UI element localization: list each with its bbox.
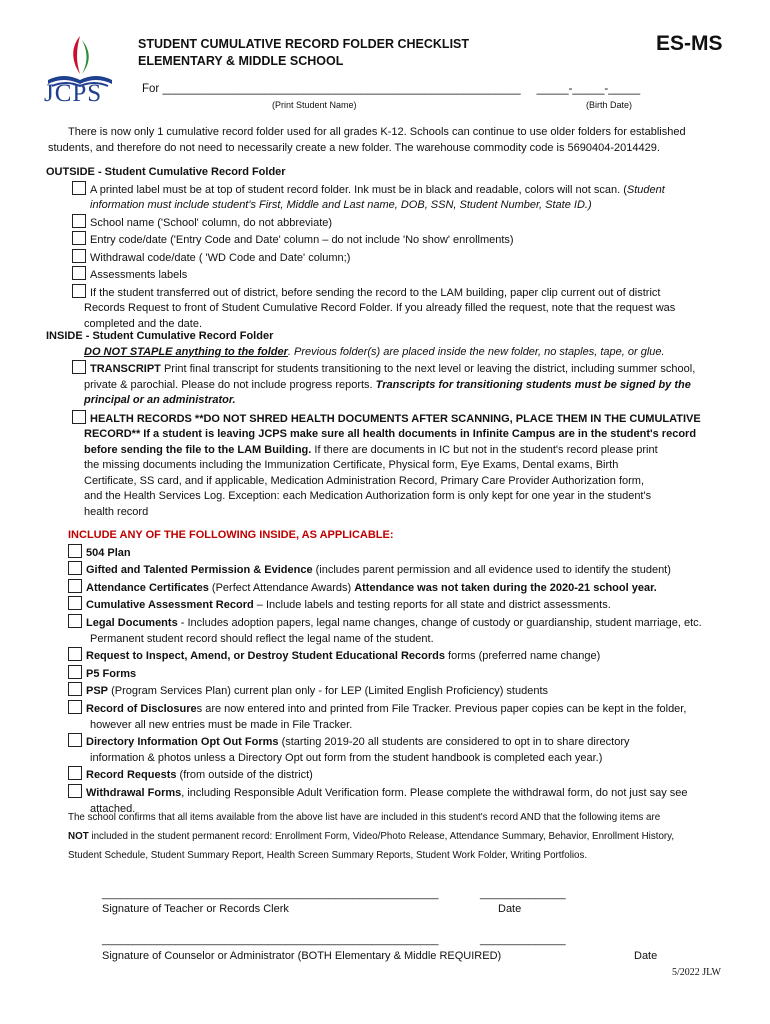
applicable-item: Record of Disclosures are now entered into and printed from File Tracker. Previous paper copies can be kept in the folder,: [68, 700, 758, 718]
checkbox[interactable]: [68, 544, 82, 558]
counselor-date-label: Date: [634, 950, 658, 962]
inside-heading: INSIDE - Student Cumulative Record Folder: [46, 330, 274, 342]
counselor-date-line[interactable]: ______________: [480, 934, 566, 946]
applicable-item: Cumulative Assessment Record – Include labels and testing reports for all state and district assessments.: [68, 596, 758, 614]
checkbox[interactable]: [72, 181, 86, 195]
form-code: ES-MS: [656, 32, 723, 55]
checkbox[interactable]: [72, 249, 86, 263]
applicable-item: Gifted and Talented Permission & Evidence (includes parent permission and all evidence used to identify the student): [68, 561, 758, 579]
outside-item-transfer: If the student transferred out of district, before sending the record to the LAM building, paper clip current out of district: [72, 284, 746, 302]
name-caption: (Print Student Name): [272, 100, 357, 110]
student-for-line[interactable]: For ________________________________________________________ _____-_____-_____: [142, 83, 641, 95]
checkbox[interactable]: [72, 266, 86, 280]
outside-item-withdrawal: Withdrawal code/date ( 'WD Code and Date' column;): [72, 249, 746, 267]
checkbox[interactable]: [68, 665, 82, 679]
outside-item-assessments: Assessments labels: [72, 266, 746, 284]
applicable-item: Legal Documents - Includes adoption papers, legal name changes, change of custody or guardianship, student marriage, etc.: [68, 614, 758, 632]
teacher-signature-label: Signature of Teacher or Records Clerk: [102, 903, 289, 915]
checkbox[interactable]: [68, 766, 82, 780]
counselor-signature-line[interactable]: _______________________________________________________: [102, 934, 439, 946]
confirmation-text: The school confirms that all items available from the above list have are included in this student's record AND that the following items are NOT included in the student permanent record: Enrollment Form, Video/Photo Release, Attendance Summary, Behavior, Enrollment History, Student Schedule, Student Summary Report, Health Screen Summary Reports, Student Work Folder, Writing Portfolios.: [68, 812, 675, 861]
intro-text: There is now only 1 cumulative record folder used for all grades K-12. Schools can continue to use older folders for established students, and therefore do not need to necessarily create a new folder. The warehouse commodity code is 5690404-2014429.: [48, 126, 686, 154]
checkbox[interactable]: [68, 733, 82, 747]
checkbox[interactable]: [68, 647, 82, 661]
applicable-heading: INCLUDE ANY OF THE FOLLOWING INSIDE, AS APPLICABLE:: [68, 529, 394, 541]
checkbox[interactable]: [68, 614, 82, 628]
applicable-item: Record Requests (from outside of the district): [68, 766, 758, 784]
checkbox[interactable]: [68, 596, 82, 610]
checkbox[interactable]: [72, 214, 86, 228]
applicable-item: Attendance Certificates (Perfect Attendance Awards) Attendance was not taken during the 2020-21 school year.: [68, 579, 758, 597]
applicable-item: Directory Information Opt Out Forms (starting 2019-20 all students are considered to opt in to share directory: [68, 733, 758, 751]
checkbox[interactable]: [72, 284, 86, 298]
student-name-field[interactable]: ________________________________________________________: [162, 83, 521, 95]
logo-text: JCPS: [44, 80, 103, 107]
checkbox[interactable]: [68, 700, 82, 714]
teacher-date-line[interactable]: ______________: [480, 888, 566, 900]
outside-item-label: A printed label must be at top of student record folder. Ink must be in black and readable, colors will not scan. (Student: [72, 181, 746, 199]
checkbox[interactable]: [68, 561, 82, 575]
teacher-date-label: Date: [498, 903, 522, 915]
page-title: STUDENT CUMULATIVE RECORD FOLDER CHECKLIST ELEMENTARY & MIDDLE SCHOOL: [138, 37, 470, 68]
inside-item-transcript: TRANSCRIPT Print final transcript for students transitioning to the next level or leaving the district, including summer school,: [72, 360, 746, 378]
inside-section: INSIDE - Student Cumulative Record Folder DO NOT STAPLE anything to the folder. Previous folder(s) are placed inside the new folder, no staples, tape, or glue. TRANSCRIPT Print final transcript for students transitioning to the next level or leaving the district, including summer school, private & parochial. Please do not include progress reports. Transcripts for transitioning students must be signed by the principal or an administrator. HEALTH RECORDS **DO NOT SHRED HEALTH DOCUMENTS AFTER SCANNING, PLACE THEM IN THE CUMULATIVE RECORD** If a student is leaving JCPS make sure all health documents in Infinite Campus are in the student's record before sending the file to the LAM Building. If there are documents in IC but not in the student's record please print the missing documents including the Immunization Certificate, Physical form, Eye Exams, Dental exams, Birth Certificate, SS card, and if applicable, Medication Administration Record, Primary Care Provider Authorization form, and the Health Services Log. Exception: each Medication Authorization form is only kept for one year in the student's health record: [46, 329, 746, 520]
outside-heading: OUTSIDE - Student Cumulative Record Folder: [46, 166, 286, 178]
dob-caption: (Birth Date): [586, 100, 633, 110]
counselor-signature-label: Signature of Counselor or Administrator (BOTH Elementary & Middle REQUIRED): [102, 950, 502, 962]
applicable-item: 504 Plan: [68, 544, 758, 562]
applicable-item: Withdrawal Forms, including Responsible Adult Verification form. Please complete the withdrawal form, do not just say see: [68, 784, 758, 802]
checkbox[interactable]: [68, 579, 82, 593]
inside-item-health: HEALTH RECORDS **DO NOT SHRED HEALTH DOCUMENTS AFTER SCANNING, PLACE THEM IN THE CUMULATIVE: [72, 410, 746, 428]
checkbox[interactable]: [72, 360, 86, 374]
applicable-section: INCLUDE ANY OF THE FOLLOWING INSIDE, AS APPLICABLE: 504 Plan Gifted and Talented Permission & Evidence (includes parent permission and all evidence used to identify the student) Attendance Certificates (Perfect Attendance Awards) Attendance was not taken during the 2020-21 school year. Cumulative Assessment Record – Include labels and testing reports for all state and district assessments. Legal Documents - Includes adoption papers, legal name changes, change of custody or guardianship, student marriage, etc. Permanent student record should reflect the legal name of the student. Request to Inspect, Amend, or Destroy Student Educational Records forms (preferred name change) P5 Forms PSP (Program Services Plan) current plan only - for LEP (Limited English Proficiency) students Record of Disclosures are now entered into and printed from File Tracker. Previous paper copies can be kept in the folder, however all new entries must be made in File Tracker. Directory Information Opt Out Forms (starting 2019-20 all students are considered to opt in to share directory information & photos unless a Directory Opt out form from the student handbook is completed each year.) Record Requests (from outside of the district) Withdrawal Forms, including Responsible Adult Verification form. Please complete the withdrawal form, do not just say see attached.: [68, 528, 758, 817]
checkbox[interactable]: [68, 682, 82, 696]
teacher-signature-line[interactable]: _______________________________________________________: [102, 888, 439, 900]
applicable-item: P5 Forms: [68, 665, 758, 683]
outside-section: OUTSIDE - Student Cumulative Record Folder A printed label must be at top of student record folder. Ink must be in black and readable, colors will not scan. (Student information must include student's First, Middle and Last name, DOB, SSN, Student Number, State ID.) School name ('School' column, do not abbreviate) Entry code/date ('Entry Code and Date' column – do not include 'No show' enrollments) Withdrawal code/date ( 'WD Code and Date' column;) Assessments labels If the student transferred out of district, before sending the record to the LAM building, paper clip current out of district Records Request to front of Student Cumulative Record Folder. If you already filled the request, note that the request was completed and the date.: [46, 165, 746, 332]
outside-item-entry: Entry code/date ('Entry Code and Date' column – do not include 'No show' enrollments): [72, 231, 746, 249]
checkbox[interactable]: [68, 784, 82, 798]
checkbox[interactable]: [72, 410, 86, 424]
applicable-item: PSP (Program Services Plan) current plan only - for LEP (Limited English Proficiency) students: [68, 682, 758, 700]
outside-item-school: School name ('School' column, do not abbreviate): [72, 214, 746, 232]
footer-version: 5/2022 JLW: [672, 967, 721, 978]
checkbox[interactable]: [72, 231, 86, 245]
applicable-item: Request to Inspect, Amend, or Destroy Student Educational Records forms (preferred name change): [68, 647, 758, 665]
birth-date-field[interactable]: _____-_____-_____: [536, 83, 641, 95]
